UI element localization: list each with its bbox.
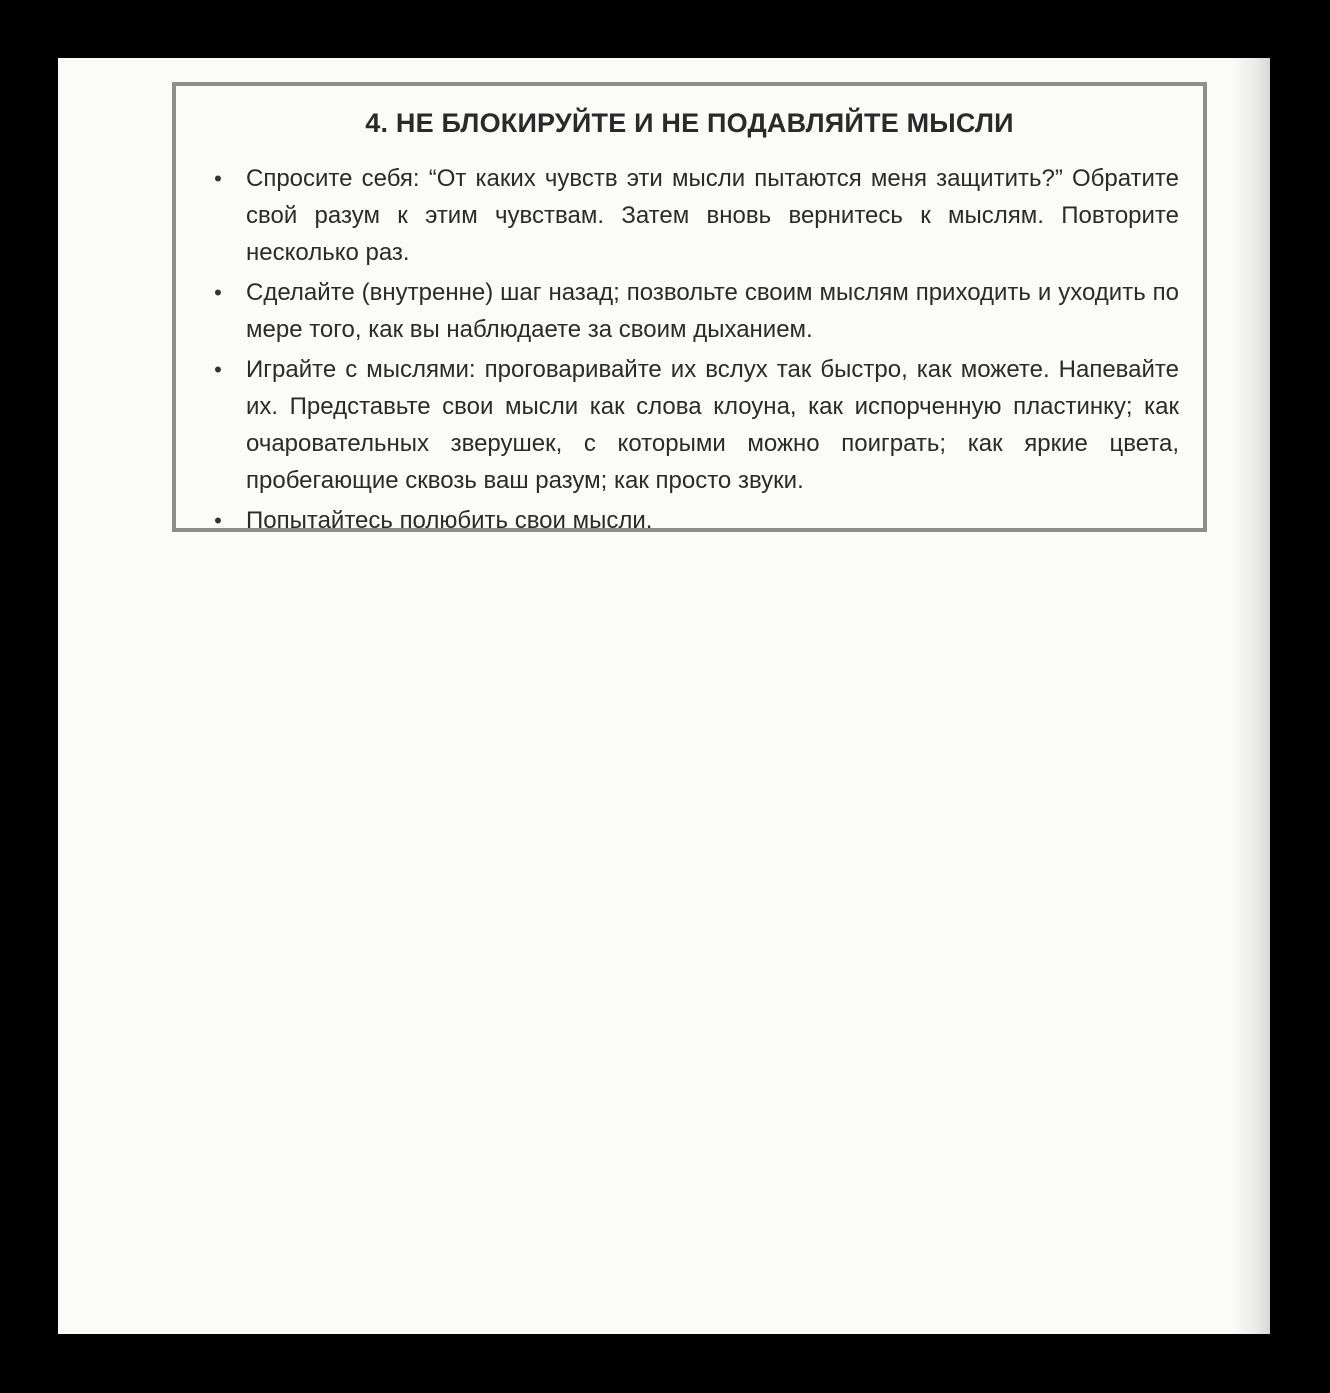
bullet-icon: • bbox=[214, 357, 222, 382]
list-item bbox=[204, 160, 1179, 271]
bullet-icon: • bbox=[214, 280, 222, 305]
list-item bbox=[204, 351, 1179, 499]
page-edge-shadow bbox=[1230, 58, 1270, 1334]
list-item-text: Попытайтесь полюбить свои мысли. bbox=[246, 507, 653, 534]
bullet-icon: • bbox=[214, 508, 222, 533]
list-item-text: Спросите себя: “От каких чувств эти мысли пытаются меня защитить?” Обратите свой разум к этим чувствам. Затем вновь вернитесь к мыслям. Повторите несколько раз. bbox=[246, 165, 1179, 266]
tip-box bbox=[172, 82, 1207, 532]
list-item bbox=[204, 502, 1179, 539]
list-item bbox=[204, 274, 1179, 348]
bullet-icon: • bbox=[214, 166, 222, 191]
document-page bbox=[58, 58, 1270, 1334]
box-title: 4. НЕ БЛОКИРУЙТЕ И НЕ ПОДАВЛЯЙТЕ МЫСЛИ bbox=[365, 108, 1014, 138]
tip-list bbox=[204, 160, 1179, 542]
list-item-text: Сделайте (внутренне) шаг назад; позвольте своим мыслям приходить и уходить по мере того, как вы наблюдаете за своим дыханием. bbox=[246, 279, 1179, 343]
list-item-text: Играйте с мыслями: проговаривайте их вслух так быстро, как можете. Напевайте их. Представьте свои мысли как слова клоуна, как испорченную пластинку; как очаровательных зверушек, с которыми можно поиграть; как яркие цвета, пробегающие сквозь ваш разум; как просто звуки. bbox=[246, 356, 1179, 494]
